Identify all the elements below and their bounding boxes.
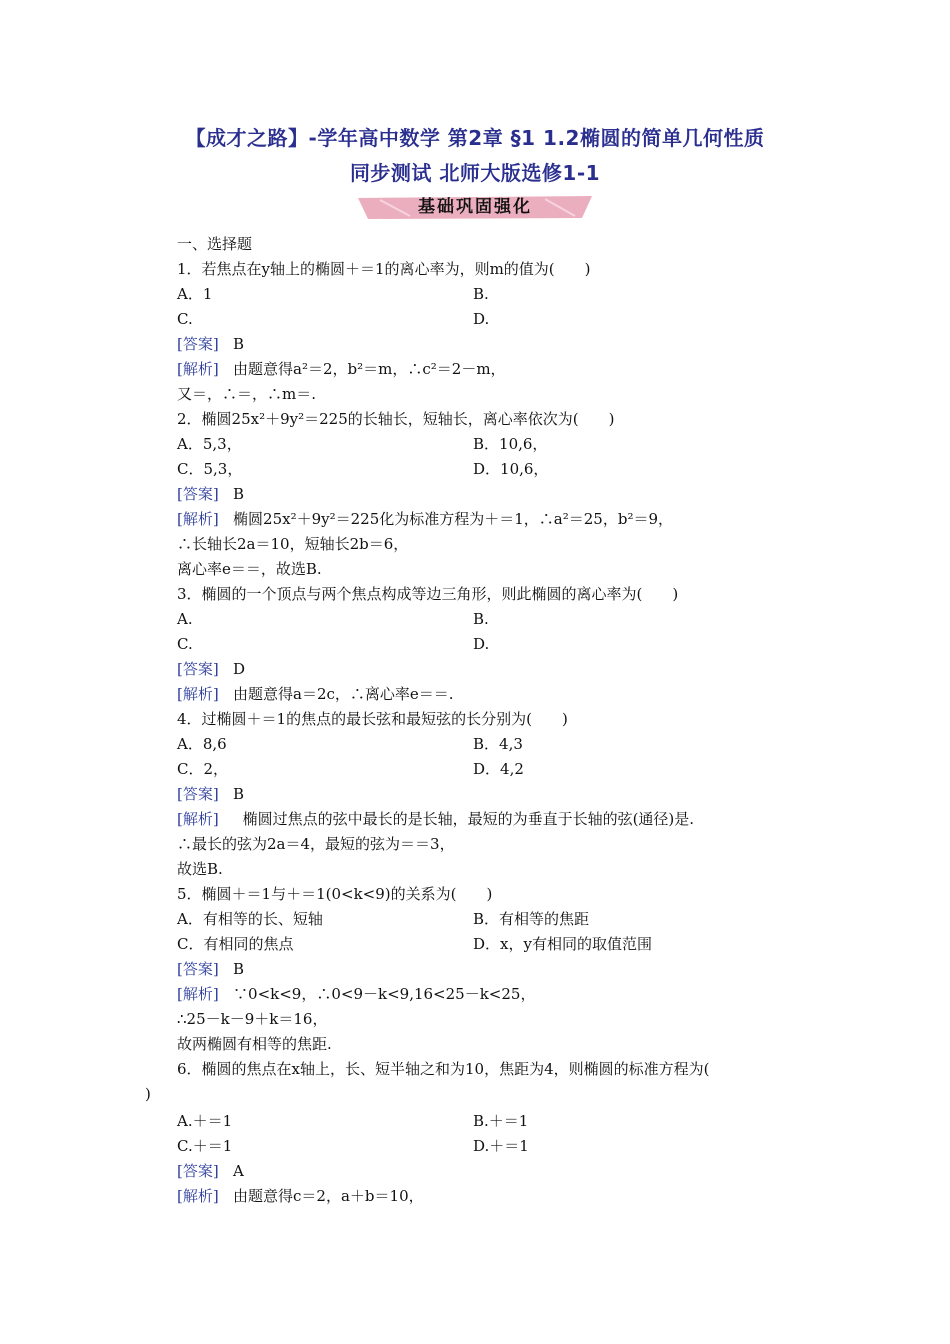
answer-tag: [答案]: [177, 785, 219, 803]
answer-tag: [答案]: [177, 1162, 219, 1180]
section-label: 一、选择题: [177, 235, 253, 253]
question-1-option-d: D.: [473, 310, 490, 328]
banner-label: 基础巩固强化: [418, 197, 532, 217]
question-3-option-a: A.: [177, 610, 193, 628]
question-3-option-c: C.: [177, 635, 193, 653]
question-4-option-a: A．8,6: [177, 735, 227, 753]
question-5-answer-row: [177, 959, 244, 979]
answer-value: D: [233, 660, 246, 678]
question-1-stem: 1．若焦点在y轴上的椭圆＋＝1的离心率为，则m的值为( ): [177, 260, 591, 278]
question-6-analysis-row: [177, 1186, 424, 1206]
answer-tag: [答案]: [177, 960, 219, 978]
analysis-text: ∵0<k<9，∴0<9－k<9,16<25－k<25，: [233, 985, 536, 1003]
answer-value: B: [233, 485, 245, 503]
answer-tag: [答案]: [177, 660, 219, 678]
page-title-line1: 【成才之路】-学年高中数学 第2章 §1 1.2椭圆的简单几何性质: [185, 126, 765, 150]
question-2-stem: 2．椭圆25x²＋9y²＝225的长轴长，短轴长，离心率依次为( ): [177, 410, 615, 428]
answer-value: B: [233, 960, 245, 978]
question-1-answer-row: [177, 334, 244, 354]
question-3-stem: 3．椭圆的一个顶点与两个焦点构成等边三角形，则此椭圆的离心率为( ): [177, 585, 679, 603]
analysis-tag: [解析]: [177, 810, 219, 828]
question-4-answer-row: [177, 784, 244, 804]
question-6-option-c: C.＋＝1: [177, 1137, 233, 1155]
analysis-text: 由题意得a＝2c，∴离心率e＝＝.: [233, 685, 454, 703]
question-4-stem: 4．过椭圆＋＝1的焦点的最长弦和最短弦的长分别为( ): [177, 710, 568, 728]
question-3-analysis-row: [177, 684, 454, 704]
question-1-option-b: B.: [473, 285, 489, 303]
analysis-text: 由题意得c＝2，a＋b＝10，: [233, 1187, 424, 1205]
question-2-answer-row: [177, 484, 244, 504]
analysis-text: 由题意得a²＝2，b²＝m，∴c²＝2－m，: [233, 360, 506, 378]
question-6-answer-row: [177, 1161, 244, 1181]
question-5-analysis-line: ∴25－k－9＋k＝16，: [177, 1010, 328, 1028]
analysis-tag: [解析]: [177, 685, 219, 703]
question-2-option-a: A．5,3，: [177, 435, 242, 453]
analysis-tag: [解析]: [177, 360, 219, 378]
question-6-stem: 6．椭圆的焦点在x轴上，长、短半轴之和为10，焦距为4，则椭圆的标准方程为(: [177, 1060, 710, 1078]
answer-tag: [答案]: [177, 335, 219, 353]
analysis-tag: [解析]: [177, 985, 219, 1003]
analysis-tag: [解析]: [177, 510, 219, 528]
question-3-option-d: D.: [473, 635, 490, 653]
question-2-option-c: C．5,3，: [177, 460, 243, 478]
question-2-analysis-row: [177, 509, 673, 529]
answer-value: A: [233, 1162, 244, 1180]
question-5-stem: 5．椭圆＋＝1与＋＝1(0<k<9)的关系为( ): [177, 885, 493, 903]
answer-tag: [答案]: [177, 485, 219, 503]
question-1-option-a: A．1: [177, 285, 213, 303]
question-3-option-b: B.: [473, 610, 489, 628]
question-5-option-b: B．有相等的焦距: [473, 910, 590, 928]
question-1-analysis-line: 又＝，∴＝，∴m＝.: [177, 385, 316, 403]
question-4-option-c: C．2，: [177, 760, 229, 778]
question-6-stem-continued: ): [145, 1085, 151, 1103]
question-6-option-d: D.＋＝1: [473, 1137, 529, 1155]
answer-value: B: [233, 335, 245, 353]
question-5-option-c: C．有相同的焦点: [177, 935, 294, 953]
question-5-analysis-row: [177, 984, 535, 1004]
question-5-option-d: D．x，y有相同的取值范围: [473, 935, 652, 953]
question-3-answer-row: [177, 659, 245, 679]
question-2-option-b: B．10,6，: [473, 435, 548, 453]
question-6-option-b: B.＋＝1: [473, 1112, 529, 1130]
question-4-option-d: D．4,2: [473, 760, 524, 778]
question-4-analysis-line: 故选B.: [177, 860, 223, 878]
question-4-analysis-row: [177, 809, 694, 829]
analysis-tag: [解析]: [177, 1187, 219, 1205]
question-4-analysis-line: ∴最长的弦为2a＝4，最短的弦为＝＝3，: [177, 835, 455, 853]
analysis-text: 椭圆过焦点的弦中最长的是长轴，最短的为垂直于长轴的弦(通径)是.: [242, 810, 695, 828]
question-5-analysis-line: 故两椭圆有相等的焦距.: [177, 1035, 332, 1053]
question-2-option-d: D．10,6，: [473, 460, 549, 478]
question-6-option-a: A.＋＝1: [177, 1112, 233, 1130]
page-title-line2: 同步测试 北师大版选修1-1: [349, 161, 601, 185]
question-2-analysis-line: ∴长轴长2a＝10，短轴长2b＝6，: [177, 535, 409, 553]
question-5-option-a: A．有相等的长、短轴: [177, 910, 323, 928]
analysis-text: 椭圆25x²＋9y²＝225化为标准方程为＋＝1，∴a²＝25，b²＝9，: [233, 510, 673, 528]
question-2-analysis-line: 离心率e＝＝，故选B.: [177, 560, 322, 578]
question-1-option-c: C.: [177, 310, 193, 328]
question-1-analysis-row: [177, 359, 506, 379]
question-4-option-b: B．4,3: [473, 735, 523, 753]
answer-value: B: [233, 785, 245, 803]
